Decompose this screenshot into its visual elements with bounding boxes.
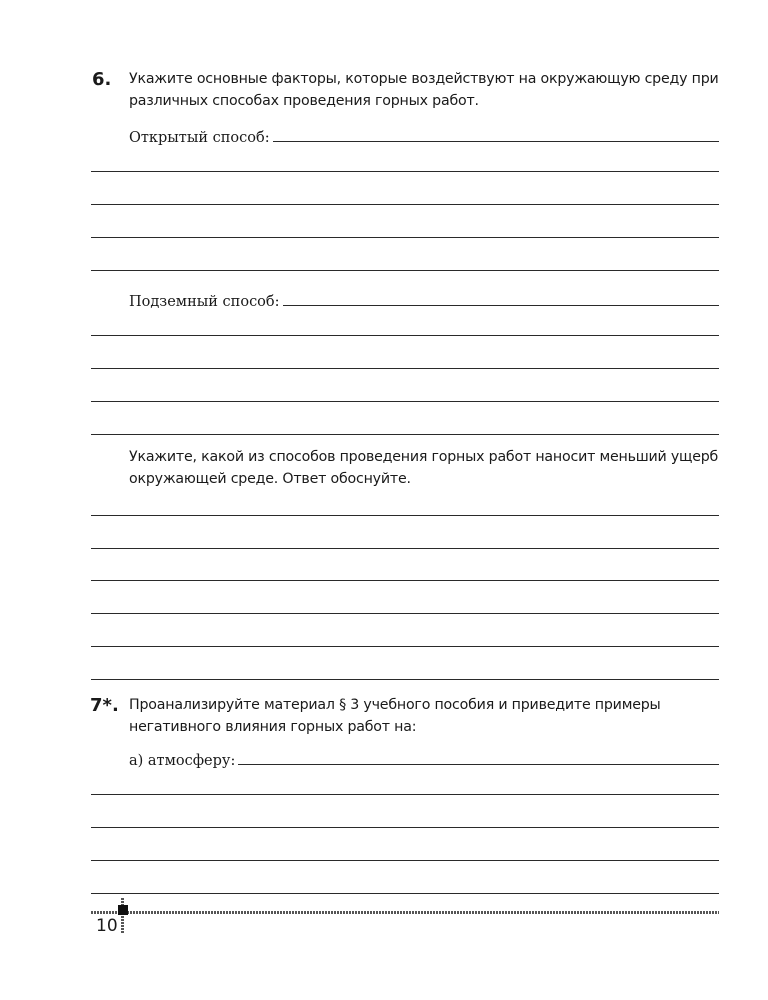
answer-line[interactable] <box>91 794 719 795</box>
answer-line[interactable] <box>91 613 719 614</box>
underground-method-row <box>129 288 719 310</box>
answer-line[interactable] <box>91 679 719 680</box>
answer-line[interactable] <box>91 860 719 861</box>
open-method-row <box>129 124 719 146</box>
atmosphere-label: а) атмосферу: <box>129 753 236 769</box>
question-6-number: 6. <box>92 69 112 90</box>
question-7-text: Проанализируйте материал § 3 учебного пособия и приведите примеры негативного влияния горных работ на: <box>129 697 661 735</box>
answer-line[interactable] <box>91 368 719 369</box>
question-6-text: Укажите основные факторы, которые воздействуют на окружающую среду при различных способах проведения горных работ. <box>129 71 719 109</box>
footer-divider <box>91 911 719 914</box>
footer-vertical-marker <box>121 897 124 933</box>
answer-line[interactable] <box>91 548 719 549</box>
page-number: 10 <box>96 916 118 936</box>
question-7-number: 7*. <box>90 695 119 716</box>
answer-line[interactable] <box>91 434 719 435</box>
answer-line[interactable] <box>91 237 719 238</box>
answer-line[interactable] <box>91 515 719 516</box>
answer-line[interactable] <box>91 401 719 402</box>
answer-line[interactable] <box>91 270 719 271</box>
footer-square-marker <box>118 905 128 915</box>
answer-line[interactable] <box>91 827 719 828</box>
open-method-label: Открытый способ: <box>129 130 270 146</box>
underground-method-answer-line[interactable] <box>283 305 719 306</box>
answer-line[interactable] <box>91 204 719 205</box>
answer-line[interactable] <box>91 580 719 581</box>
answer-line[interactable] <box>91 335 719 336</box>
answer-line[interactable] <box>91 171 719 172</box>
open-method-answer-line[interactable] <box>273 141 719 142</box>
question-6-subquestion: Укажите, какой из способов проведения горных работ наносит меньший ущерб окружающей среде. Ответ обоснуйте. <box>129 449 719 487</box>
atmosphere-answer-line[interactable] <box>238 764 719 765</box>
answer-line[interactable] <box>91 646 719 647</box>
underground-method-label: Подземный способ: <box>129 294 280 310</box>
atmosphere-row <box>129 747 719 769</box>
answer-line[interactable] <box>91 893 719 894</box>
